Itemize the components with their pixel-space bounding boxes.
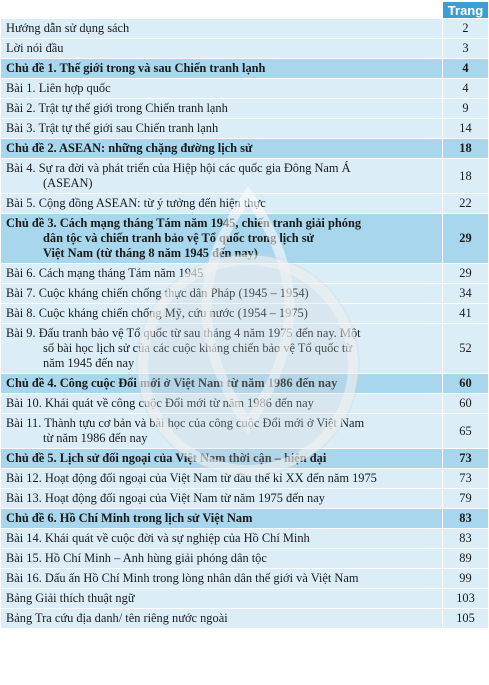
row-text: Bài 13. Hoạt động đối ngoại của Việt Nam từ năm 1975 đến nay — [6, 491, 325, 505]
toc-row-title — [1, 284, 443, 303]
row-text: Bài 8. Cuộc kháng chiến chống Mỹ, cứu nước (1954 – 1975) — [6, 306, 308, 320]
toc-row-page: 29 — [443, 264, 488, 283]
toc-row-title — [1, 159, 443, 193]
row-text: Chủ đề 2. ASEAN: những chặng đường lịch sử — [6, 141, 253, 155]
toc-row[interactable] — [1, 469, 488, 488]
chapter-row[interactable] — [1, 509, 488, 528]
toc-row[interactable] — [1, 39, 488, 58]
row-text: Bài 1. Liên hợp quốc — [6, 81, 111, 95]
row-text: Bài 12. Hoạt động đối ngoại của Việt Nam từ đầu thế kỉ XX đến năm 1975 — [6, 471, 377, 485]
toc-row-page: 99 — [443, 569, 488, 588]
toc-row-title — [1, 119, 443, 138]
chapter-row-page: 29 — [443, 214, 488, 263]
row-text-continued: Việt Nam (từ tháng 8 năm 1945 đến nay) — [43, 246, 258, 260]
toc-row[interactable] — [1, 284, 488, 303]
chapter-row[interactable] — [1, 449, 488, 468]
toc-row-page: 103 — [443, 589, 488, 608]
toc-row-page: 89 — [443, 549, 488, 568]
row-text-continued: (ASEAN) — [43, 176, 93, 190]
row-text: Hướng dẫn sử dụng sách — [6, 21, 130, 35]
row-text: Bài 6. Cách mạng tháng Tám năm 1945 — [6, 266, 204, 280]
toc-row-page: 9 — [443, 99, 488, 118]
row-text-continued: dân tộc và chiến tranh bảo vệ Tổ quốc trong lịch sử — [43, 231, 314, 245]
toc-row[interactable] — [1, 414, 488, 448]
header-blank — [1, 2, 443, 18]
toc-row[interactable] — [1, 589, 488, 608]
chapter-row[interactable] — [1, 59, 488, 78]
chapter-row-title — [1, 139, 443, 158]
row-text-continued: năm 1945 đến nay — [43, 356, 135, 370]
row-text: Bảng Tra cứu địa danh/ tên riêng nước ngoài — [6, 611, 228, 625]
toc-row[interactable] — [1, 394, 488, 413]
row-text: Chủ đề 4. Công cuộc Đổi mới ở Việt Nam từ năm 1986 đến nay — [6, 376, 338, 390]
toc-header-row — [1, 2, 488, 18]
table-of-contents — [1, 1, 488, 629]
row-text: Bài 15. Hồ Chí Minh – Anh hùng giải phóng dân tộc — [6, 551, 267, 565]
toc-row-page: 52 — [443, 324, 488, 373]
toc-row[interactable] — [1, 549, 488, 568]
row-text: Chủ đề 3. Cách mạng tháng Tám năm 1945, chiến tranh giải phóng — [6, 216, 362, 230]
chapter-row[interactable] — [1, 139, 488, 158]
row-text: Bài 9. Đấu tranh bảo vệ Tổ quốc từ sau tháng 4 năm 1975 đến nay. Một — [6, 326, 361, 340]
toc-row[interactable] — [1, 159, 488, 193]
row-text: Chủ đề 6. Hồ Chí Minh trong lịch sử Việt Nam — [6, 511, 253, 525]
toc-row[interactable] — [1, 569, 488, 588]
chapter-row-title — [1, 214, 443, 263]
row-text: Chủ đề 5. Lịch sử đối ngoại của Việt Nam thời cận – hiện đại — [6, 451, 327, 465]
toc-row[interactable] — [1, 489, 488, 508]
toc-row[interactable] — [1, 324, 488, 373]
row-text: Chủ đề 1. Thế giới trong và sau Chiến tranh lạnh — [6, 61, 266, 75]
toc-row[interactable] — [1, 79, 488, 98]
chapter-row-title — [1, 509, 443, 528]
toc-row-page: 4 — [443, 79, 488, 98]
chapter-row-title — [1, 59, 443, 78]
toc-row-page: 34 — [443, 284, 488, 303]
chapter-row-page: 4 — [443, 59, 488, 78]
row-text: Bài 4. Sự ra đời và phát triển của Hiệp hội các quốc gia Đông Nam Á — [6, 161, 351, 175]
toc-row-page: 105 — [443, 609, 488, 628]
toc-row-title — [1, 19, 443, 38]
toc-row-page: 60 — [443, 394, 488, 413]
toc-row-page: 3 — [443, 39, 488, 58]
toc-row-page: 79 — [443, 489, 488, 508]
toc-row-title — [1, 549, 443, 568]
toc-row-title — [1, 324, 443, 373]
row-text: Bài 10. Khái quát về công cuộc Đổi mới từ năm 1986 đến nay — [6, 396, 314, 410]
toc-row-page: 18 — [443, 159, 488, 193]
toc-row-title — [1, 569, 443, 588]
toc-row-title — [1, 79, 443, 98]
toc-row-title — [1, 394, 443, 413]
toc-row-page: 14 — [443, 119, 488, 138]
chapter-row-page: 60 — [443, 374, 488, 393]
toc-row-page: 22 — [443, 194, 488, 213]
row-text: Bài 7. Cuộc kháng chiến chống thực dân Pháp (1945 – 1954) — [6, 286, 309, 300]
toc-row-title — [1, 99, 443, 118]
row-text-continued: số bài học lịch sử của các cuộc kháng chiến bảo vệ Tổ quốc từ — [43, 341, 353, 355]
toc-row-title — [1, 489, 443, 508]
toc-row-page: 73 — [443, 469, 488, 488]
row-text: Bài 16. Dấu ấn Hồ Chí Minh trong lòng nhân dân thế giới và Việt Nam — [6, 571, 359, 585]
chapter-row-page: 73 — [443, 449, 488, 468]
toc-row-page: 83 — [443, 529, 488, 548]
toc-row[interactable] — [1, 99, 488, 118]
toc-row[interactable] — [1, 119, 488, 138]
chapter-row-page: 83 — [443, 509, 488, 528]
chapter-row-page: 18 — [443, 139, 488, 158]
row-text: Bài 11. Thành tựu cơ bản và bài học của công cuộc Đổi mới ở Việt Nam — [6, 416, 365, 430]
toc-row-title — [1, 304, 443, 323]
toc-row-title — [1, 264, 443, 283]
chapter-row[interactable] — [1, 214, 488, 263]
toc-row-page: 41 — [443, 304, 488, 323]
chapter-row[interactable] — [1, 374, 488, 393]
page-column-header: Trang — [443, 2, 488, 18]
toc-row[interactable] — [1, 529, 488, 548]
toc-row[interactable] — [1, 19, 488, 38]
row-text: Lời nói đầu — [6, 41, 64, 55]
row-text: Bài 2. Trật tự thế giới trong Chiến tranh lạnh — [6, 101, 228, 115]
row-text: Bài 5. Cộng đồng ASEAN: từ ý tưởng đến hiện thực — [6, 196, 266, 210]
toc-row-title — [1, 609, 443, 628]
toc-row-title — [1, 194, 443, 213]
toc-row-title — [1, 469, 443, 488]
toc-row-page: 65 — [443, 414, 488, 448]
chapter-row-title — [1, 449, 443, 468]
toc-row[interactable] — [1, 304, 488, 323]
toc-row-title — [1, 589, 443, 608]
toc-row-title — [1, 414, 443, 448]
chapter-row-title — [1, 374, 443, 393]
toc-row[interactable] — [1, 264, 488, 283]
toc-row-title — [1, 39, 443, 58]
toc-row-title — [1, 529, 443, 548]
toc-row[interactable] — [1, 609, 488, 628]
row-text: Bảng Giải thích thuật ngữ — [6, 591, 135, 605]
row-text-continued: từ năm 1986 đến nay — [43, 431, 148, 445]
row-text: Bài 3. Trật tự thế giới sau Chiến tranh lạnh — [6, 121, 219, 135]
toc-row-page: 2 — [443, 19, 488, 38]
row-text: Bài 14. Khái quát về cuộc đời và sự nghiệp của Hồ Chí Minh — [6, 531, 310, 545]
toc-row[interactable] — [1, 194, 488, 213]
